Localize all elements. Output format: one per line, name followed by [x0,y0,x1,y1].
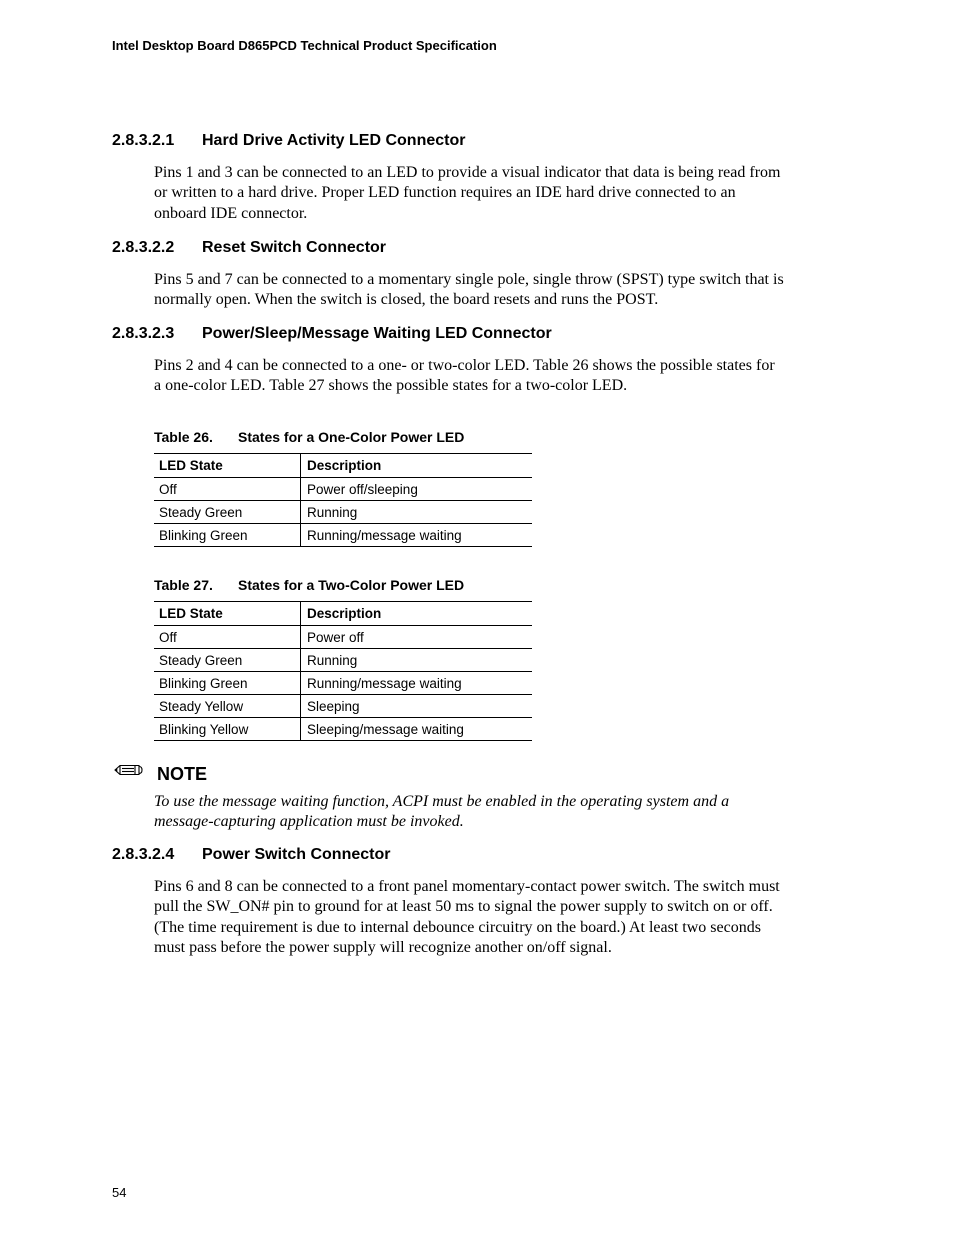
table-number: Table 26. [154,429,213,445]
paragraph-line: Pins 5 and 7 can be connected to a momentary single pole, single throw (SPST) type switch that is [154,271,784,288]
table-row [154,524,532,547]
column-header: LED State [154,454,301,478]
paragraph-line: Pins 1 and 3 can be connected to an LED to provide a visual indicator that data is being read from [154,164,781,181]
section-title: Hard Drive Activity LED Connector [202,132,466,149]
table-cell: Running/message waiting [301,524,533,547]
page-number: 54 [112,1185,127,1200]
note-text [154,792,844,833]
section-number: 2.8.3.2.4 [112,846,175,863]
paragraph-line: or written to a hard drive. Proper LED function requires an IDE hard drive connected to an [154,184,736,202]
section-number: 2.8.3.2.1 [112,132,175,149]
pencil-icon [113,762,143,778]
table-cell: Steady Green [154,649,301,672]
section-heading-power-sleep-led [112,325,552,343]
section-title: Power/Sleep/Message Waiting LED Connector [202,325,552,342]
paragraph-power-switch [154,877,844,958]
paragraph-line: pull the SW_ON# pin to ground for at least 50 ms to signal the power supply to switch on or off. [154,898,773,916]
section-title: Power Switch Connector [202,846,391,863]
table-row [154,672,532,695]
table-cell: Power off/sleeping [301,478,533,501]
table-27-caption [154,577,464,593]
table-cell: Running/message waiting [301,672,533,695]
table-26-caption [154,429,464,445]
paragraph-line: To use the message waiting function, ACPI must be enabled in the operating system and a [154,793,730,810]
section-heading-reset-switch [112,239,386,257]
table-row [154,501,532,524]
table-row [154,626,532,649]
table-row [154,478,532,501]
table-title: States for a Two-Color Power LED [238,577,465,593]
paragraph-line: (The time requirement is due to internal debounce circuitry on the board.) At least two seconds [154,918,761,936]
paragraph-line: must pass before the power supply will recognize another on/off signal. [154,938,612,956]
paragraph-line: Pins 6 and 8 can be connected to a front panel momentary-contact power switch. The switch must [154,878,780,895]
table-cell: Steady Green [154,501,301,524]
table-cell: Steady Yellow [154,695,301,718]
table-row [154,695,532,718]
section-title: Reset Switch Connector [202,239,387,256]
paragraph-line: message-capturing application must be invoked. [154,813,464,831]
table-cell: Blinking Yellow [154,718,301,741]
note-label: NOTE [157,764,208,784]
paragraph-line: normally open. When the switch is closed, the board resets and runs the POST. [154,291,659,309]
table-cell: Sleeping [301,695,533,718]
paragraph-line: Pins 2 and 4 can be connected to a one- or two-color LED. Table 26 shows the possible states for [154,357,775,374]
column-header: LED State [154,602,301,626]
table-cell: Running [301,501,533,524]
section-number: 2.8.3.2.2 [112,239,175,256]
table-header-row [154,602,532,626]
table-cell: Off [154,626,301,649]
table-cell: Off [154,478,301,501]
paragraph-reset-switch [154,270,844,311]
table-cell: Blinking Green [154,524,301,547]
section-number: 2.8.3.2.3 [112,325,175,342]
table-row [154,649,532,672]
table-27 [154,601,532,741]
table-cell: Power off [301,626,533,649]
section-heading-power-switch [112,846,390,864]
paragraph-line: onboard IDE connector. [154,204,308,222]
table-title: States for a One-Color Power LED [238,429,465,445]
paragraph-power-sleep-led [154,356,844,397]
table-26 [154,453,532,547]
running-header: Intel Desktop Board D865PCD Technical Product Specification [112,38,497,53]
table-cell: Blinking Green [154,672,301,695]
table-header-row [154,454,532,478]
table-number: Table 27. [154,577,213,593]
column-header: Description [301,602,533,626]
paragraph-line: a one-color LED. Table 27 shows the possible states for a two-color LED. [154,377,628,395]
table-cell: Running [301,649,533,672]
section-heading-hard-drive-led [112,132,465,150]
paragraph-hard-drive-led [154,163,844,224]
table-cell: Sleeping/message waiting [301,718,533,741]
table-row [154,718,532,741]
column-header: Description [301,454,533,478]
